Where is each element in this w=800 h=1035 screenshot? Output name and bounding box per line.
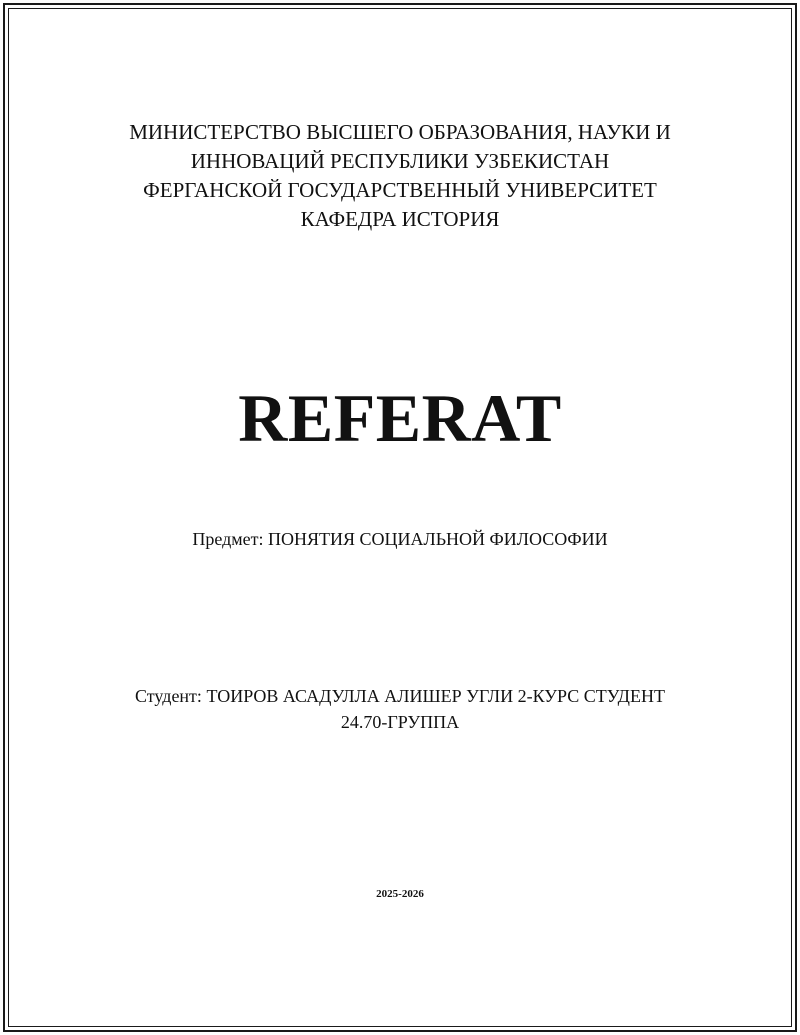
- header-line-department: КАФЕДРА ИСТОРИЯ: [300, 207, 500, 231]
- academic-year: 2025-2026: [376, 888, 424, 900]
- subject-value: ПОНЯТИЯ СОЦИАЛЬНОЙ ФИЛОСОФИИ: [268, 529, 608, 549]
- student-name: ТОИРОВ АСАДУЛЛА АЛИШЕР УГЛИ 2-КУРС СТУДЕНТ: [206, 686, 665, 706]
- student-line-1: [0, 683, 800, 709]
- student-block: [0, 683, 800, 735]
- header-line-republic: ИННОВАЦИЙ РЕСПУБЛИКИ УЗБЕКИСТАН: [190, 149, 610, 173]
- document-title: REFERAT: [238, 380, 562, 456]
- student-label: Студент:: [135, 686, 202, 706]
- student-group: 24.70-ГРУППА: [340, 712, 460, 732]
- institution-header: [0, 118, 800, 234]
- subject-label: Предмет:: [192, 529, 264, 549]
- header-line-university: ФЕРГАНСКОЙ ГОСУДАРСТВЕННЫЙ УНИВЕРСИТЕТ: [143, 178, 657, 202]
- header-line-ministry: МИНИСТЕРСТВО ВЫСШЕГО ОБРАЗОВАНИЯ, НАУКИ И: [129, 120, 671, 144]
- subject-line: [0, 526, 800, 552]
